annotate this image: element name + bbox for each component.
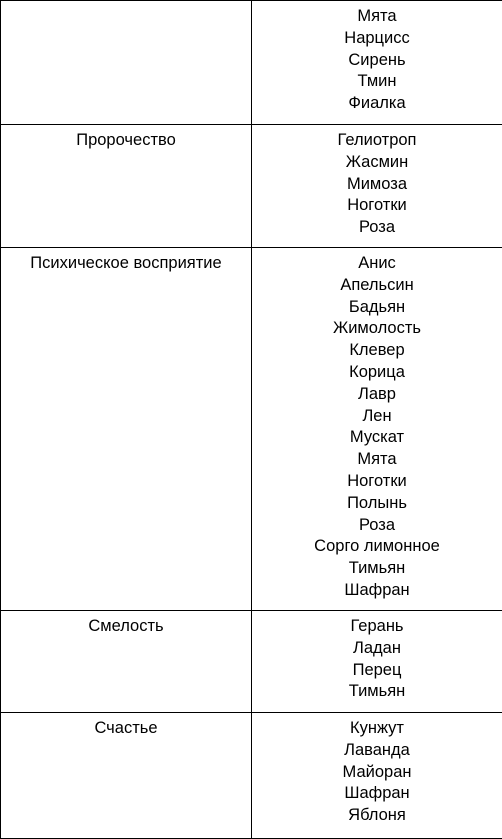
plant-item: Ноготки — [252, 471, 502, 493]
purpose-cell — [1, 713, 252, 839]
plant-item: Клевер — [252, 340, 502, 362]
plant-item: Мята — [252, 449, 502, 471]
plant-item: Полынь — [252, 493, 502, 515]
plant-item: Майоран — [252, 762, 502, 784]
plant-item: Нарцисс — [252, 28, 502, 50]
plant-item: Фиалка — [252, 93, 502, 115]
plant-item: Бадьян — [252, 297, 502, 319]
purpose-cell — [1, 1, 252, 125]
purpose-label: Счастье — [1, 718, 251, 740]
table-row — [1, 248, 502, 611]
plant-item: Яблоня — [252, 805, 502, 827]
purpose-cell — [1, 125, 252, 248]
plant-item: Кунжут — [252, 718, 502, 740]
plants-cell — [252, 713, 502, 839]
purpose-cell — [1, 611, 252, 713]
plant-item: Лаванда — [252, 740, 502, 762]
plants-cell — [252, 1, 502, 125]
plant-item: Сирень — [252, 50, 502, 72]
plant-item: Мята — [252, 6, 502, 28]
plant-item: Мимоза — [252, 174, 502, 196]
plant-item: Лен — [252, 406, 502, 428]
plant-item: Тмин — [252, 71, 502, 93]
purpose-label: Пророчество — [1, 130, 251, 152]
plant-item: Шафран — [252, 783, 502, 805]
plant-item: Перец — [252, 660, 502, 682]
table-body — [1, 1, 502, 839]
purpose-cell — [1, 248, 252, 611]
plant-item: Корица — [252, 362, 502, 384]
plant-item: Ладан — [252, 638, 502, 660]
plant-item: Лавр — [252, 384, 502, 406]
plant-item: Сорго лимонное — [252, 536, 502, 558]
plant-item: Гелиотроп — [252, 130, 502, 152]
plant-item: Шафран — [252, 580, 502, 602]
plant-item: Апельсин — [252, 275, 502, 297]
plant-item: Жимолость — [252, 318, 502, 340]
table-row — [1, 611, 502, 713]
table-row — [1, 125, 502, 248]
plant-item: Мускат — [252, 427, 502, 449]
plant-item: Ноготки — [252, 195, 502, 217]
plants-cell — [252, 611, 502, 713]
purpose-label: Смелость — [1, 616, 251, 638]
plant-item: Анис — [252, 253, 502, 275]
plant-item: Роза — [252, 217, 502, 239]
plant-item: Роза — [252, 515, 502, 537]
table-row — [1, 713, 502, 839]
plants-cell — [252, 125, 502, 248]
plants-cell — [252, 248, 502, 611]
plant-item: Тимьян — [252, 558, 502, 580]
plant-item: Жасмин — [252, 152, 502, 174]
purpose-label: Психическое восприятие — [1, 253, 251, 275]
plant-item: Тимьян — [252, 681, 502, 703]
table-row — [1, 1, 502, 125]
plant-item: Герань — [252, 616, 502, 638]
